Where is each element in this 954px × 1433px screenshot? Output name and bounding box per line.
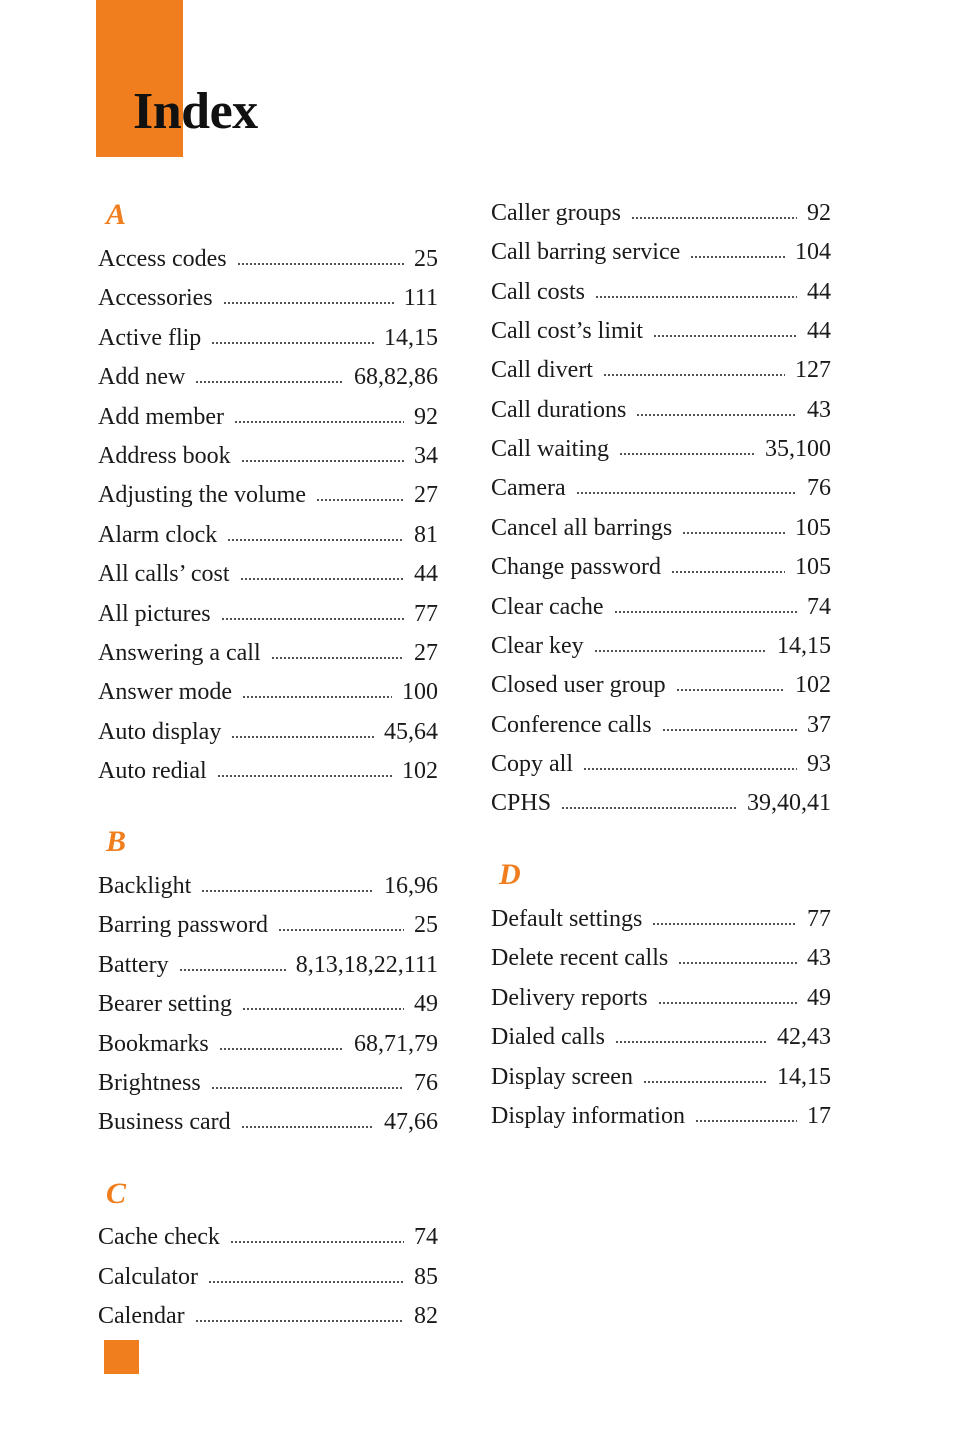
index-page-numbers: 74 xyxy=(807,593,831,620)
dot-leader xyxy=(631,217,797,219)
index-page-numbers: 37 xyxy=(807,711,831,738)
dot-leader xyxy=(227,539,404,541)
index-entry xyxy=(491,982,831,1014)
index-page-numbers: 27 xyxy=(414,482,438,509)
index-page-numbers: 42,43 xyxy=(777,1024,831,1051)
index-entry xyxy=(491,354,831,386)
index-entry xyxy=(491,551,831,583)
index-entry xyxy=(98,1067,438,1099)
index-page-numbers: 111 xyxy=(403,285,438,312)
index-term: Display screen xyxy=(491,1063,633,1090)
dot-leader xyxy=(219,1048,344,1050)
index-term: Battery xyxy=(98,951,169,978)
dot-leader xyxy=(241,1126,374,1128)
index-page-numbers: 14,15 xyxy=(777,632,831,659)
dot-leader xyxy=(237,263,404,265)
index-page-numbers: 68,71,79 xyxy=(354,1030,438,1057)
index-term: Dialed calls xyxy=(491,1024,605,1051)
dot-leader xyxy=(603,374,785,376)
dot-leader xyxy=(561,807,737,809)
index-term: All calls’ cost xyxy=(98,561,230,588)
index-page-numbers: 92 xyxy=(414,403,438,430)
index-term: Calculator xyxy=(98,1263,198,1290)
index-entry xyxy=(491,276,831,308)
index-entry xyxy=(491,197,831,229)
index-term: Cancel all barrings xyxy=(491,514,673,541)
index-term: Call barring service xyxy=(491,239,681,266)
index-entry xyxy=(98,1300,438,1332)
index-entry xyxy=(491,903,831,935)
section-letter: D xyxy=(499,858,521,891)
dot-leader xyxy=(653,335,797,337)
index-page-numbers: 44 xyxy=(807,318,831,345)
index-page-numbers: 27 xyxy=(414,640,438,666)
index-entry xyxy=(98,909,438,941)
index-term: Bearer setting xyxy=(98,991,232,1018)
index-page-numbers: 81 xyxy=(414,521,438,548)
dot-leader xyxy=(208,1281,404,1283)
index-term: Add member xyxy=(98,403,224,430)
index-term: Call costs xyxy=(491,278,585,305)
dot-leader xyxy=(594,650,767,652)
index-entry xyxy=(98,401,438,433)
index-entry xyxy=(98,558,438,590)
index-term: All pictures xyxy=(98,600,211,627)
index-term: Business card xyxy=(98,1109,231,1136)
index-term: Display information xyxy=(491,1103,685,1129)
dot-leader xyxy=(676,689,785,691)
dot-leader xyxy=(211,1087,404,1089)
index-term: Adjusting the volume xyxy=(98,482,306,509)
page-corner-marker xyxy=(104,1340,139,1374)
dot-leader xyxy=(221,618,404,620)
dot-leader xyxy=(643,1081,767,1083)
index-term: Default settings xyxy=(491,906,643,932)
index-term: Call waiting xyxy=(491,436,609,463)
index-entry xyxy=(98,1106,438,1138)
dot-leader xyxy=(595,296,797,298)
dot-leader xyxy=(652,923,797,925)
dot-leader xyxy=(230,1241,404,1243)
index-term: Address book xyxy=(98,443,231,469)
index-page-numbers: 105 xyxy=(795,514,831,541)
index-page-numbers: 39,40,41 xyxy=(747,790,831,817)
index-entry xyxy=(491,709,831,741)
index-entry xyxy=(98,637,438,669)
index-entry xyxy=(491,394,831,426)
index-entry xyxy=(491,669,831,701)
index-entry xyxy=(491,433,831,465)
index-entry xyxy=(98,440,438,472)
index-entry xyxy=(491,787,831,819)
index-page-numbers: 77 xyxy=(414,600,438,627)
index-entry xyxy=(98,716,438,748)
index-page-numbers: 16,96 xyxy=(384,873,438,899)
index-entry xyxy=(98,243,438,275)
index-page-numbers: 49 xyxy=(414,991,438,1018)
index-entry xyxy=(98,361,438,393)
dot-leader xyxy=(234,421,404,423)
dot-leader xyxy=(201,890,374,892)
index-page-numbers: 14,15 xyxy=(777,1063,831,1090)
page-title: Index xyxy=(133,83,258,140)
index-term: Barring password xyxy=(98,912,268,939)
index-term: Conference calls xyxy=(491,711,652,738)
index-page-numbers: 82 xyxy=(414,1303,438,1329)
index-entry xyxy=(98,949,438,981)
dot-leader xyxy=(241,460,404,462)
index-page-numbers: 127 xyxy=(795,357,831,384)
index-page-numbers: 45,64 xyxy=(384,718,438,745)
index-term: Delivery reports xyxy=(491,984,648,1011)
dot-leader xyxy=(240,578,404,580)
dot-leader xyxy=(695,1120,797,1122)
section-letter: B xyxy=(106,825,127,858)
index-term: Add new xyxy=(98,364,186,391)
index-term: Cache check xyxy=(98,1224,220,1250)
index-term: Backlight xyxy=(98,873,192,899)
index-page-numbers: 85 xyxy=(414,1263,438,1290)
dot-leader xyxy=(690,256,785,258)
index-entry xyxy=(491,748,831,780)
dot-leader xyxy=(242,1008,404,1010)
dot-leader xyxy=(223,302,394,304)
index-entry xyxy=(98,598,438,630)
index-page-numbers: 14,15 xyxy=(384,324,438,351)
index-page-numbers: 47,66 xyxy=(384,1109,438,1136)
index-page-numbers: 35,100 xyxy=(765,436,831,463)
index-term: Answering a call xyxy=(98,640,261,666)
index-entry xyxy=(98,519,438,551)
index-term: Clear key xyxy=(491,632,584,659)
index-page-numbers: 102 xyxy=(795,672,831,699)
index-term: Caller groups xyxy=(491,200,621,226)
index-page-numbers: 74 xyxy=(414,1224,438,1250)
dot-leader xyxy=(211,342,374,344)
index-page-numbers: 44 xyxy=(807,278,831,305)
index-page-numbers: 100 xyxy=(402,679,438,706)
index-term: Auto redial xyxy=(98,758,207,785)
dot-leader xyxy=(614,611,797,613)
index-term: Alarm clock xyxy=(98,521,218,548)
index-term: Answer mode xyxy=(98,679,232,706)
index-entry xyxy=(491,472,831,504)
dot-leader xyxy=(576,492,797,494)
index-page-numbers: 68,82,86 xyxy=(354,364,438,391)
index-page-numbers: 77 xyxy=(807,906,831,932)
dot-leader xyxy=(671,571,785,573)
index-term: Accessories xyxy=(98,285,213,312)
index-term: Call durations xyxy=(491,396,627,423)
dot-leader xyxy=(231,736,374,738)
index-entry xyxy=(98,1221,438,1253)
dot-leader xyxy=(662,729,797,731)
index-page-numbers: 34 xyxy=(414,443,438,469)
dot-leader xyxy=(179,969,286,971)
index-page-numbers: 105 xyxy=(795,554,831,581)
index-entry xyxy=(491,630,831,662)
dot-leader xyxy=(195,381,344,383)
index-term: Change password xyxy=(491,554,661,581)
dot-leader xyxy=(619,453,755,455)
index-term: Access codes xyxy=(98,246,227,272)
dot-leader xyxy=(217,775,392,777)
index-page-numbers: 49 xyxy=(807,984,831,1011)
dot-leader xyxy=(316,499,404,501)
index-page-numbers: 104 xyxy=(795,239,831,266)
index-term: CPHS xyxy=(491,790,552,817)
index-term: Active flip xyxy=(98,324,202,351)
index-term: Closed user group xyxy=(491,672,666,699)
dot-leader xyxy=(583,768,797,770)
index-page-numbers: 102 xyxy=(402,758,438,785)
index-term: Call cost’s limit xyxy=(491,318,644,345)
index-entry xyxy=(98,322,438,354)
index-entry xyxy=(491,512,831,544)
index-term: Bookmarks xyxy=(98,1030,209,1057)
index-entry xyxy=(98,282,438,314)
index-entry xyxy=(491,1061,831,1093)
index-term: Clear cache xyxy=(491,593,604,620)
dot-leader xyxy=(278,929,404,931)
dot-leader xyxy=(682,532,785,534)
index-entry xyxy=(491,1021,831,1053)
index-entry xyxy=(491,1100,831,1132)
index-entry xyxy=(98,1261,438,1293)
index-term: Calendar xyxy=(98,1303,185,1329)
index-page-numbers: 8,13,18,22,111 xyxy=(295,951,438,978)
dot-leader xyxy=(636,414,797,416)
index-page-numbers: 43 xyxy=(807,396,831,423)
dot-leader xyxy=(195,1320,404,1322)
index-page-numbers: 76 xyxy=(414,1070,438,1096)
index-page-numbers: 43 xyxy=(807,945,831,972)
index-entry xyxy=(98,479,438,511)
index-term: Delete recent calls xyxy=(491,945,669,972)
index-entry xyxy=(98,870,438,902)
dot-leader xyxy=(242,696,392,698)
dot-leader xyxy=(615,1041,767,1043)
index-page-numbers: 25 xyxy=(414,246,438,272)
index-page-numbers: 92 xyxy=(807,200,831,226)
index-page-numbers: 76 xyxy=(807,475,831,502)
index-entry xyxy=(491,315,831,347)
index-term: Call divert xyxy=(491,357,593,384)
index-page-numbers: 25 xyxy=(414,912,438,939)
index-entry xyxy=(98,755,438,787)
index-entry xyxy=(491,236,831,268)
index-page-numbers: 44 xyxy=(414,561,438,588)
index-term: Copy all xyxy=(491,750,573,777)
dot-leader xyxy=(658,1002,797,1004)
dot-leader xyxy=(678,962,797,964)
index-page-numbers: 93 xyxy=(807,750,831,777)
index-entry xyxy=(98,1028,438,1060)
dot-leader xyxy=(271,657,404,659)
section-letter: C xyxy=(106,1177,127,1210)
section-letter: A xyxy=(106,198,127,231)
index-term: Brightness xyxy=(98,1070,201,1096)
index-entry xyxy=(98,676,438,708)
index-entry xyxy=(491,942,831,974)
index-entry xyxy=(491,591,831,623)
index-entry xyxy=(98,988,438,1020)
index-page-numbers: 17 xyxy=(807,1103,831,1129)
index-term: Auto display xyxy=(98,718,222,745)
index-term: Camera xyxy=(491,475,566,502)
